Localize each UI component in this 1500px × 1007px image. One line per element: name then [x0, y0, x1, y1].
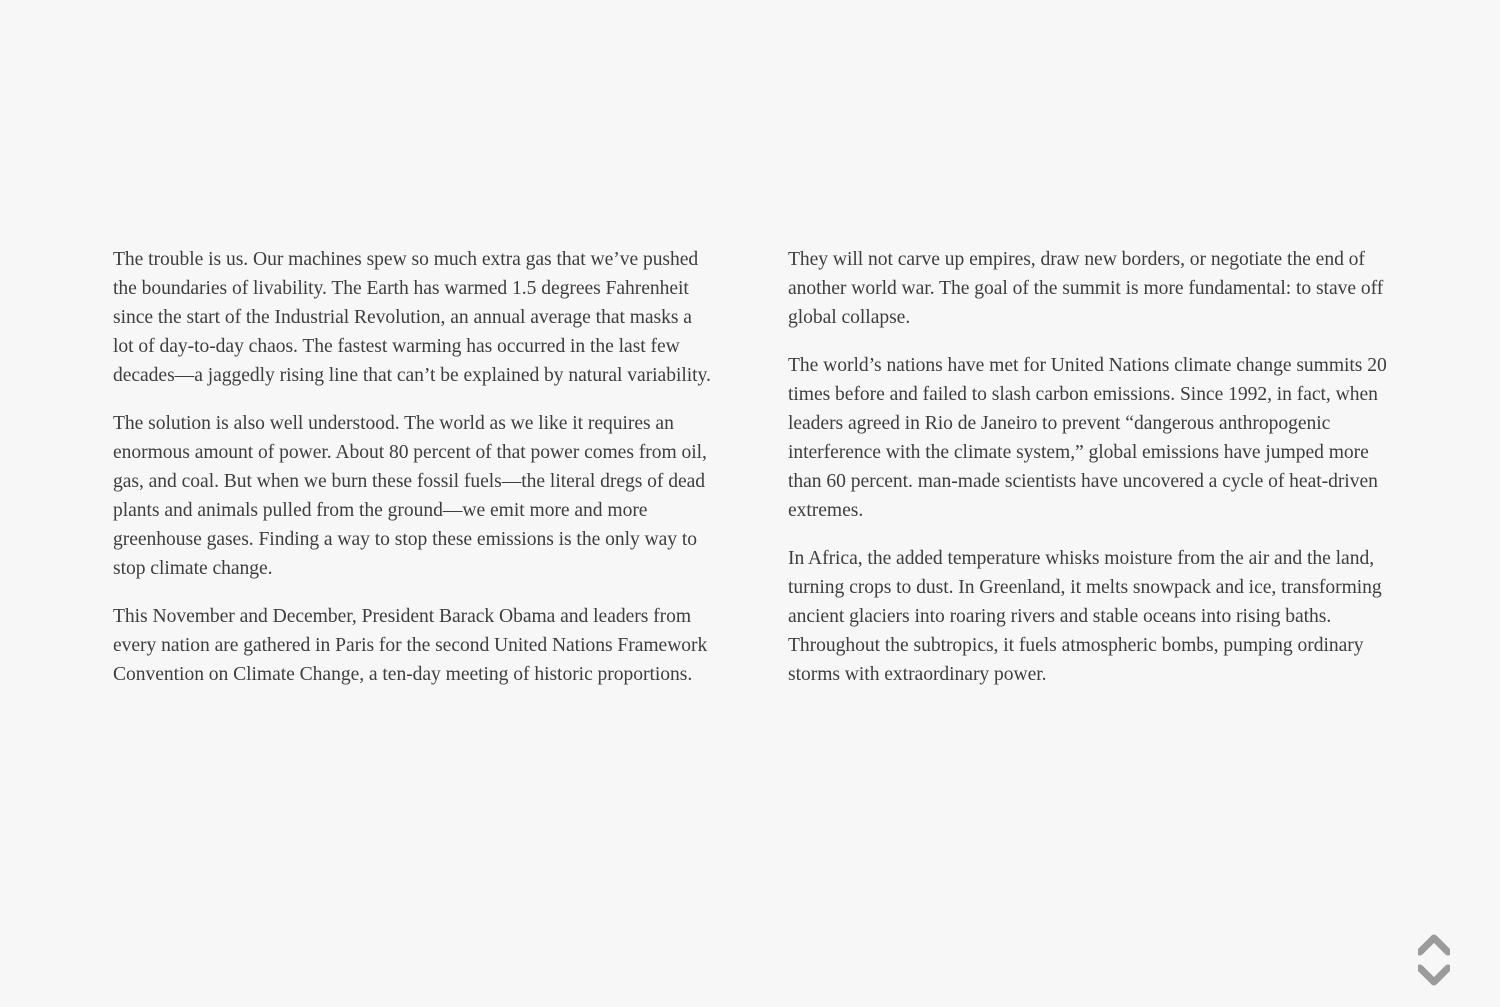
chevron-down-icon: [1418, 964, 1450, 988]
page-navigation: [1418, 932, 1450, 990]
paragraph: This November and December, President Barack Obama and leaders from every nation are gathered in Paris for the second United Nations Framework Convention on Climate Change, a ten-day meeting of historic proportions.: [113, 606, 708, 685]
paragraph: They will not carve up empires, draw new borders, or negotiate the end of another world war. The goal of the summit is more fundamental: to stave off global collapse.: [788, 249, 1384, 328]
previous-page-button[interactable]: [1418, 932, 1450, 956]
paragraph: The world’s nations have met for United Nations climate change summits 20 times before and failed to slash carbon emissions. Since 1992, in fact, when leaders agreed in Rio de Janeiro to prevent “dangerous anthropogenic interference with the climate system,” global emissions have jumped more than 60 percent. man-made scientists have uncovered a cycle of heat-driven extremes.: [788, 355, 1387, 521]
next-page-button[interactable]: [1418, 964, 1450, 988]
article-body: [113, 245, 1388, 708]
chevron-up-icon: [1418, 932, 1450, 956]
paragraph: The trouble is us. Our machines spew so much extra gas that we’ve pushed the boundaries of livability. The Earth has warmed 1.5 degrees Fahrenheit since the start of the Industrial Revolution, an annual average that masks a lot of day-to-day chaos. The fastest warming has occurred in the last few decades—a jaggedly rising line that can’t be explained by natural variability.: [113, 249, 711, 386]
paragraph: In Africa, the added temperature whisks moisture from the air and the land, turning crops to dust. In Greenland, it melts snowpack and ice, transforming ancient glaciers into roaring rivers and stable oceans into rising baths. Throughout the subtropics, it fuels atmospheric bombs, pumping ordinary storms with extraordinary power.: [788, 548, 1382, 685]
article-column-right: [788, 245, 1388, 708]
article-column-left: [113, 245, 713, 708]
paragraph: The solution is also well understood. The world as we like it requires an enormous amount of power. About 80 percent of that power comes from oil, gas, and coal. But when we burn these fossil fuels—the literal dregs of dead plants and animals pulled from the ground—we emit more and more greenhouse gases. Finding a way to stop these emissions is the only way to stop climate change.: [113, 413, 707, 579]
